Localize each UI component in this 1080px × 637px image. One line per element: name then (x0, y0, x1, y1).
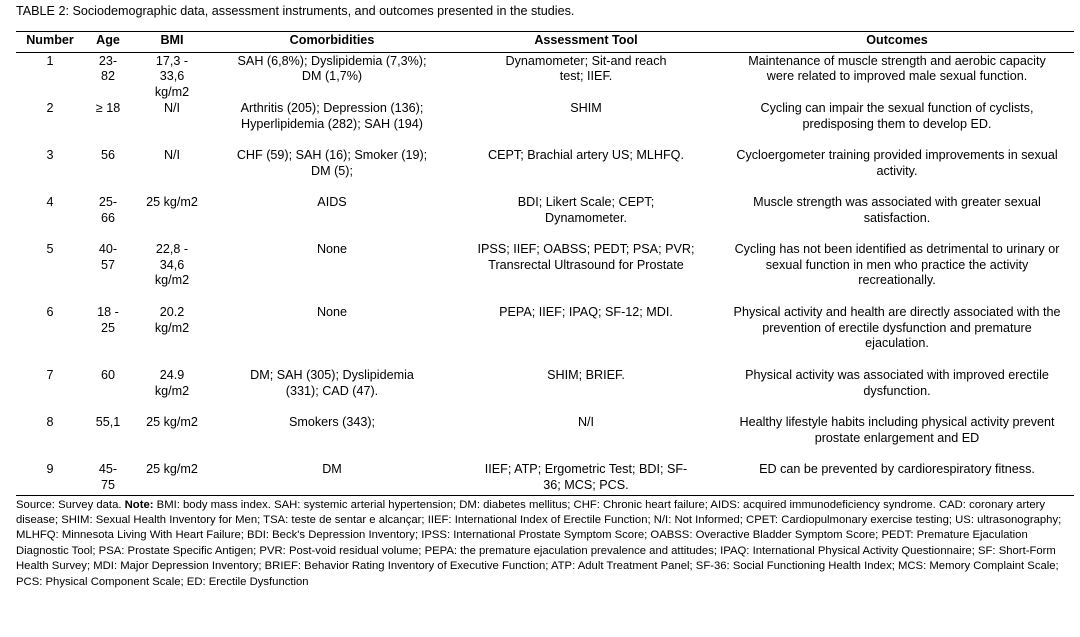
table-row (16, 367, 1074, 414)
cell-number: 9 (16, 461, 84, 495)
cell-age: 56 (100, 148, 115, 162)
cell-assessment-tool: IIEF; ATP; Ergometric Test; BDI; SF- 36; MCS; PCS. (452, 461, 720, 495)
cell-comorbidities: None (316, 305, 348, 319)
header-row (16, 32, 1074, 53)
cell-comorbidities: AIDS (317, 195, 347, 209)
table-row (16, 52, 1074, 100)
table-row (16, 304, 1074, 367)
cell-assessment-tool: IPSS; IIEF; OABSS; PEDT; PSA; PVR; Transrectal Ultrasound for Prostate (477, 242, 695, 272)
footnote-abbreviations: BMI: body mass index. SAH: systemic arterial hypertension; DM: diabetes mellitus; CHF: Chronic heart failure; AIDS: acquired immunodeficiency syndrome. CAD: coronary artery disease; SHIM: Sexual Health Inventory for Men; TSA: teste de sentar e alcançar; IIEF: International Index of Erectile Function; N/I: Not Informed; CPET: Cardiopulmonary exercise testing; US: ultrasonography; MLHFQ: Minnesota Living With Heart Failure; BDI: Beck's Depression Inventory; IPSS: International Prostate Symptom Score; OABSS: Overactive Bladder Symptom Score; PEDT: Premature Ejaculation Diagnostic Tool; PSA: Prostate Specific Antigen; PVR: Post-void residual volume; PEPA: the premature ejaculation prevalence and attitudes; IPAQ: International Physical Activity Questionnaire; SF: Short-Form Health Survey; MDI: Major Depression Inventory; BRIEF: Behavior Rating Inventory of Executive Function; ATP: Adult Treatment Panel; SF-36: Social Functioning Health Index; MCS: Memory Complaint Scale; PCS: Physical Component Scale; ED: Erectile Dysfunction (16, 498, 1062, 588)
cell-number: 3 (46, 148, 54, 162)
cell-outcomes: Physical activity and health are directly associated with the prevention of erectile dysfunction and premature ejaculation. (733, 305, 1061, 350)
cell-comorbidities: Arthritis (205); Depression (136); Hyperlipidemia (282); SAH (194) (240, 101, 424, 131)
cell-number: 2 (46, 101, 54, 115)
cell-outcomes: Physical activity was associated with improved erectile dysfunction. (745, 368, 1049, 398)
cell-outcomes: Maintenance of muscle strength and aerobic capacity were related to improved male sexual function. (748, 53, 1046, 83)
cell-age: 40- 57 (98, 242, 118, 272)
cell-comorbidities: DM; SAH (305); Dyslipidemia (331); CAD (47). (250, 368, 414, 398)
cell-bmi: 17,3 - 33,6 kg/m2 (154, 53, 190, 99)
cell-outcomes: Healthy lifestyle habits including physical activity prevent prostate enlargement and ED (739, 415, 1055, 445)
cell-number: 7 (46, 368, 54, 382)
cell-bmi: 20.2 kg/m2 (154, 305, 190, 335)
table-footnote (16, 498, 1078, 590)
col-header-outcomes: Outcomes (720, 32, 1074, 53)
table-row (16, 147, 1074, 194)
table-header (16, 32, 1074, 53)
cell-bmi: 25 kg/m2 (146, 195, 198, 209)
cell-age: ≥ 18 (95, 101, 121, 115)
footnote-source: Source: Survey data. (16, 498, 125, 511)
col-header-age: Age (84, 32, 132, 53)
cell-comorbidities: CHF (59); SAH (16); Smoker (19); DM (5); (236, 148, 428, 178)
cell-assessment-tool: Dynamometer; Sit-and reach test; IIEF. (505, 53, 667, 83)
table-row (16, 241, 1074, 304)
cell-bmi: N/I (163, 101, 181, 115)
cell-outcomes: Cycloergometer training provided improvements in sexual activity. (736, 148, 1058, 178)
cell-number: 8 (46, 415, 54, 429)
cell-assessment-tool: CEPT; Brachial artery US; MLHFQ. (488, 148, 684, 162)
cell-outcomes: Cycling can impair the sexual function of cyclists, predisposing them to develop ED. (760, 101, 1034, 131)
table-row (16, 414, 1074, 461)
cell-assessment-tool: N/I (577, 415, 595, 429)
cell-comorbidities: SAH (6,8%); Dyslipidemia (7,3%); DM (1,7%) (237, 53, 427, 83)
table-row (16, 100, 1074, 147)
cell-bmi: N/I (163, 148, 181, 162)
cell-number: 1 (46, 53, 54, 68)
cell-number: 5 (46, 242, 54, 256)
footnote-note-label: Note: (124, 498, 154, 511)
cell-assessment-tool: PEPA; IIEF; IPAQ; SF-12; MDI. (499, 305, 673, 319)
cell-age: 18 - 25 (97, 305, 119, 335)
cell-bmi: 25 kg/m2 (132, 461, 212, 495)
table-row (16, 194, 1074, 241)
cell-comorbidities: None (316, 242, 348, 256)
cell-assessment-tool: SHIM (570, 101, 602, 115)
cell-age: 55,1 (95, 415, 121, 429)
cell-assessment-tool: BDI; Likert Scale; CEPT; Dynamometer. (517, 195, 655, 225)
cell-outcomes: ED can be prevented by cardiorespiratory fitness. (720, 461, 1074, 495)
col-header-assessment-tool: Assessment Tool (452, 32, 720, 53)
table-row (16, 461, 1074, 495)
cell-age: 45- 75 (84, 461, 132, 495)
table-body (16, 52, 1074, 495)
col-header-comorbidities: Comorbidities (212, 32, 452, 53)
cell-outcomes: Cycling has not been identified as detrimental to urinary or sexual function in men who practice the activity recreationally. (734, 242, 1060, 287)
cell-comorbidities: Smokers (343); (288, 415, 376, 429)
col-header-bmi: BMI (132, 32, 212, 53)
cell-number: 6 (46, 305, 54, 319)
table-caption: TABLE 2: Sociodemographic data, assessment instruments, and outcomes presented in the studies. (16, 4, 575, 18)
cell-age: 25- 66 (98, 195, 118, 225)
cell-age: 23- 82 (98, 53, 118, 83)
cell-comorbidities: DM (212, 461, 452, 495)
cell-age: 60 (100, 368, 115, 382)
cell-number: 4 (46, 195, 54, 209)
cell-outcomes: Muscle strength was associated with greater sexual satisfaction. (753, 195, 1041, 225)
cell-bmi: 22,8 - 34,6 kg/m2 (154, 242, 190, 287)
cell-assessment-tool: SHIM; BRIEF. (547, 368, 625, 382)
data-table (16, 31, 1074, 496)
cell-bmi: 25 kg/m2 (146, 415, 198, 429)
cell-bmi: 24.9 kg/m2 (154, 368, 190, 398)
col-header-number: Number (16, 32, 84, 53)
